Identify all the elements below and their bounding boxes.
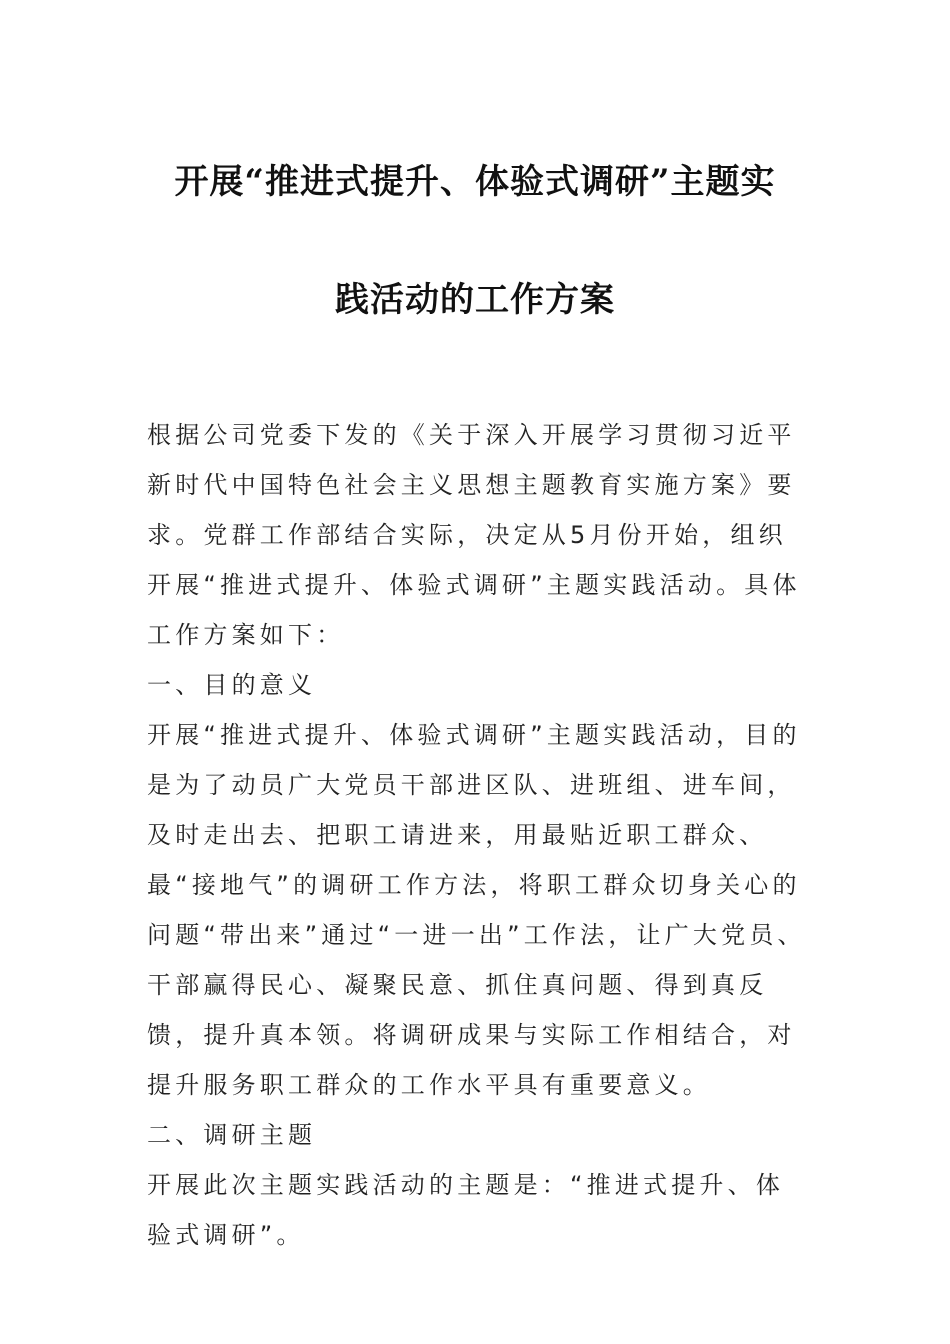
section-heading-theme: 二、调研主题 xyxy=(147,1121,317,1149)
document-body xyxy=(147,410,807,1260)
theme-paragraph: 开展此次主题实践活动的主题是：“推进式提升、体验式调研”。 xyxy=(147,1171,785,1249)
section-heading-purpose: 一、目的意义 xyxy=(147,671,317,699)
purpose-paragraph: 开展“推进式提升、体验式调研”主题实践活动，目的是为了动员广大党员干部进区队、进班组、进车间，及时走出去、把职工请进来，用最贴近职工群众、最“接地气”的调研工作方法，将职工群众切身关心的问题“带出来”通过“一进一出”工作法，让广大党员、干部赢得民心、凝聚民意、抓住真问题、得到真反馈，提升真本领。将调研成果与实际工作相结合，对提升服务职工群众的工作水平具有重要意义。 xyxy=(147,721,806,1099)
document-title-line-2: 践活动的工作方案 xyxy=(335,280,615,320)
document-title-line-1: 开展“推进式提升、体验式调研”主题实 xyxy=(174,162,776,202)
intro-paragraph: 根据公司党委下发的《关于深入开展学习贯彻习近平新时代中国特色社会主义思想主题教育实施方案》要求。党群工作部结合实际，决定从5月份开始，组织开展“推进式提升、体验式调研”主题实践活动。具体工作方案如下： xyxy=(147,421,801,649)
